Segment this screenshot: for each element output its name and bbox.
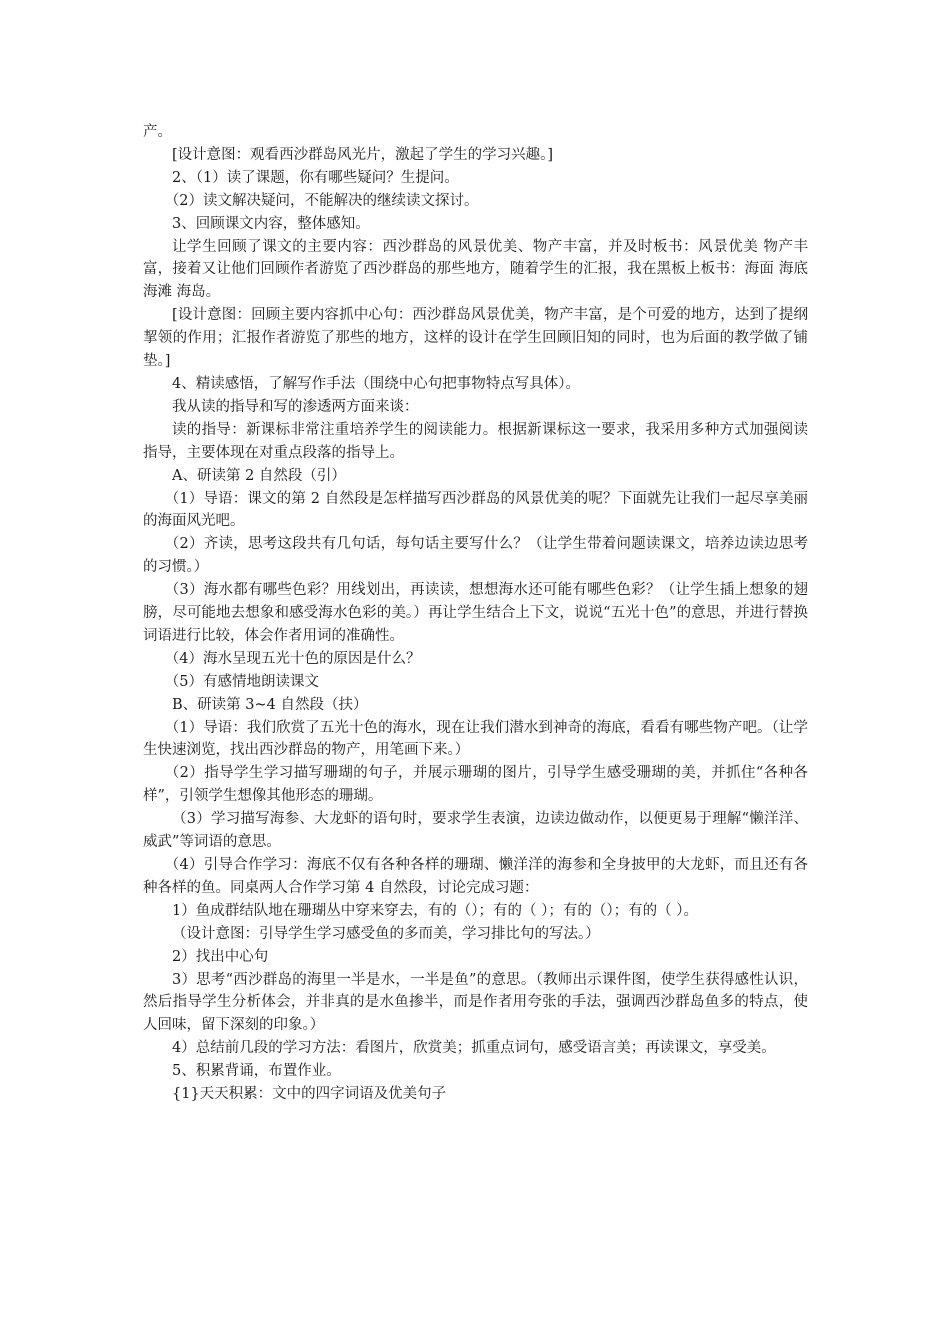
paragraph: （4）引导合作学习：海底不仅有各种各样的珊瑚、懒洋洋的海参和全身披甲的大龙虾，而且还有各种各样的鱼。同桌两人合作学习第 4 自然段，讨论完成习题：: [143, 857, 808, 896]
paragraph: （5）有感情地朗读课文: [164, 673, 319, 690]
paragraph: （3）海水都有哪些色彩？用线划出，再读读，想想海水还可能有哪些色彩？（让学生插上想象的翅膀，尽可能地去想象和感受海水色彩的美。）再让学生结合上下文，说说“五光十色”的意思，并进行替换词语进行比较，体会作者用词的准确性。: [143, 582, 808, 644]
document-body: [143, 121, 808, 1106]
paragraph: 3）思考“西沙群岛的海里一半是水，一半是鱼”的意思。（教师出示课件图，使学生获得感性认识，然后指导学生分析体会，并非真的是水鱼掺半，而是作者用夸张的手法，强调西沙群岛鱼多的特点，使人回味，留下深刻的印象。）: [143, 971, 808, 1034]
paragraph: （1）导语：我们欣赏了五光十色的海水，现在让我们潜水到神奇的海底，看看有哪些物产吧。（让学生快速浏览，找出西沙群岛的物产，用笔画下来。）: [143, 719, 808, 759]
paragraph: （3）学习描写海参、大龙虾的语句时，要求学生表演，边读边做动作，以便更易于理解“懒洋洋、威武”等词语的意思。: [143, 811, 808, 851]
paragraph: （2）指导学生学习描写珊瑚的句子，并展示珊瑚的图片，引导学生感受珊瑚的美，并抓住“各种各样”，引领学生想像其他形态的珊瑚。: [143, 765, 808, 805]
paragraph: A、研读第 2 自然段（引）: [172, 467, 346, 484]
paragraph: 让学生回顾了课文的主要内容：西沙群岛的风景优美、物产丰富，并及时板书：风景优美 物产丰富，接着又让他们回顾作者游览了西沙群岛的那些地方，随着学生的汇报，我在黑板上板书：海面 海底 海滩 海岛。: [143, 238, 808, 301]
paragraph: 我从读的指导和写的渗透两方面来谈：: [172, 398, 419, 415]
paragraph: 3、回顾课文内容，整体感知。: [172, 215, 370, 232]
paragraph: （设计意图：引导学生学习感受鱼的多而美，学习排比句的写法。）: [172, 925, 600, 942]
paragraph: B、研读第 3~4 自然段（扶）: [172, 696, 368, 713]
paragraph: （2）齐读，思考这段共有几句话，每句话主要写什么？（让学生带着问题读课文，培养边读边思考的习惯。）: [143, 536, 808, 576]
paragraph: （2）读文解决疑问，不能解决的继续读文探讨。: [164, 192, 479, 209]
paragraph: 2、（1）读了课题，你有哪些疑问？生提问。: [172, 169, 459, 186]
paragraph: （1）导语：课文的第 2 自然段是怎样描写西沙群岛的风景优美的呢？下面就先让我们一起尽享美丽的海面风光吧。: [143, 490, 808, 530]
paragraph: 4）总结前几段的学习方法：看图片，欣赏美；抓重点词句，感受语言美；再读课文，享受美。: [172, 1040, 776, 1057]
paragraph: 5、积累背诵，布置作业。: [172, 1063, 341, 1080]
paragraph: 产。: [143, 124, 172, 140]
paragraph: 1）鱼成群结队地在珊瑚丛中穿来穿去，有的（）；有的（ ）；有的（）；有的（ ）。: [172, 902, 698, 919]
paragraph: [设计意图：观看西沙群岛风光片，激起了学生的学习兴趣。]: [172, 146, 554, 163]
paragraph: 2）找出中心句: [172, 948, 269, 965]
paragraph: 读的指导：新课标非常注重培养学生的阅读能力。根据新课标这一要求，我采用多种方式加强阅读指导，主要体现在对重点段落的指导上。: [143, 421, 808, 461]
paragraph: 4、精读感悟，了解写作手法（围绕中心句把事物特点写具体）。: [172, 375, 580, 392]
paragraph: （4）海水呈现五光十色的原因是什么？: [164, 650, 421, 667]
paragraph: {1}天天积累：文中的四字词语及优美句子: [172, 1086, 447, 1103]
paragraph: [设计意图：回顾主要内容抓中心句：西沙群岛风景优美，物产丰富，是个可爱的地方，达到了提纲挈领的作用；汇报作者游览了那些的地方，这样的设计在学生回顾旧知的同时，也为后面的教学做了铺垫。]: [143, 307, 808, 370]
